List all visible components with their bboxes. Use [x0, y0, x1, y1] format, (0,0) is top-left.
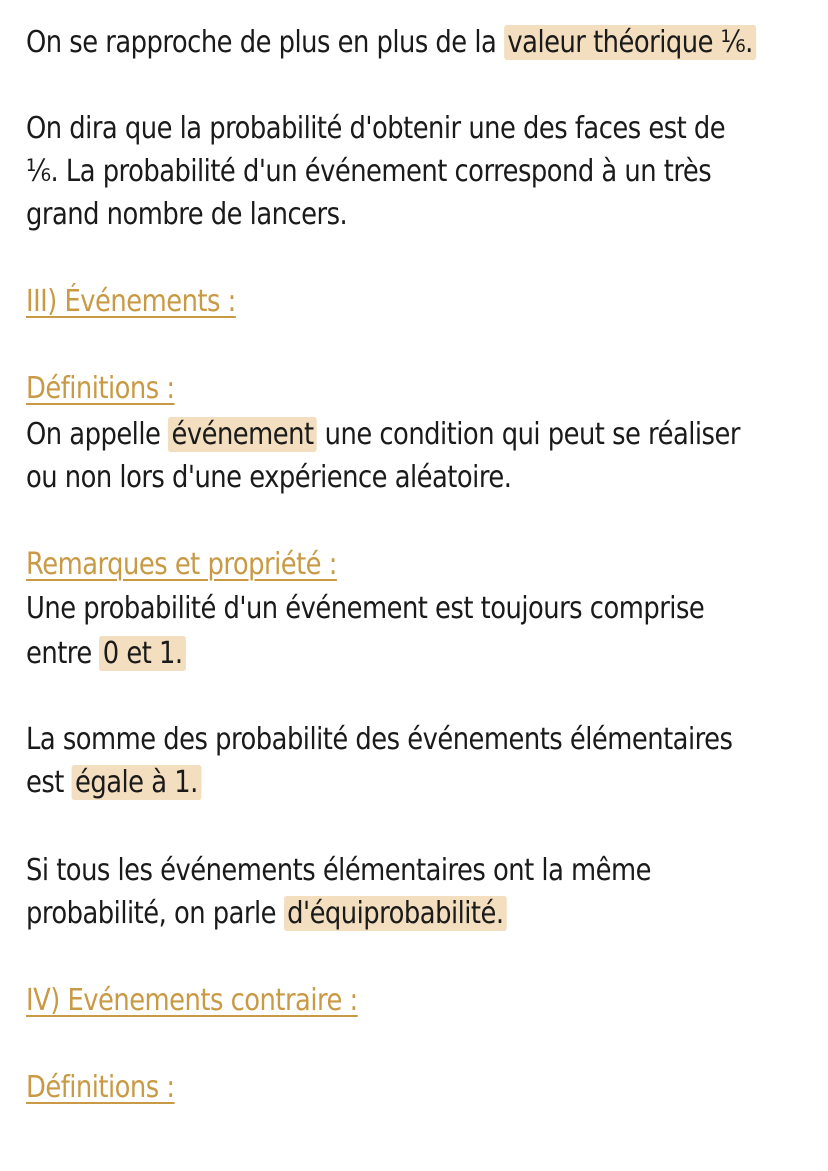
section-3-heading: III) Événements : [26, 284, 236, 319]
definitions-1-text-after: une condition qui peut se réaliser [316, 417, 740, 452]
remarks-p3-text: probabilité, on parle [26, 896, 284, 931]
remarks-p2-text: est [26, 765, 72, 800]
remarks-p1-line-1: Une probabilité d'un événement est toujours comprise [26, 591, 705, 626]
definitions-1-line-1 [26, 414, 740, 456]
definitions-2-heading: Définitions : [26, 1070, 175, 1105]
definitions-1-text-before: On appelle [26, 417, 169, 452]
paragraph-2-line-2: ⅙. La probabilité d'un événement correspond à un très [26, 154, 712, 189]
remarks-heading: Remarques et propriété : [26, 547, 337, 582]
definitions-1-heading: Définitions : [26, 371, 175, 406]
section-4-heading: IV) Evénements contraire : [26, 983, 358, 1018]
paragraph-2-line-1: On dira que la probabilité d'obtenir une des faces est de [26, 111, 726, 146]
highlight-equiprobabilite: d'équiprobabilité. [284, 896, 507, 931]
paragraph-2-line-3: grand nombre de lancers. [26, 197, 348, 232]
definitions-1-line-2: ou non lors d'une expérience aléatoire. [26, 460, 512, 495]
remarks-p2-line-1: La somme des probabilité des événements élémentaires [26, 722, 733, 757]
highlight-evenement: événement [168, 417, 317, 452]
remarks-p3-line-1: Si tous les événements élémentaires ont la même [26, 853, 652, 888]
remarks-p3-line-2 [26, 893, 507, 935]
remarks-p1-text: entre [26, 636, 100, 671]
remarks-p1-line-2 [26, 633, 186, 675]
remarks-p2-line-2 [26, 762, 201, 804]
highlight-egale-a-1: égale à 1. [72, 765, 202, 800]
paragraph-1-line-1 [26, 22, 756, 64]
highlight-valeur-theorique: valeur théorique ⅙. [504, 25, 756, 60]
paragraph-1-text: On se rapproche de plus en plus de la [26, 25, 504, 60]
highlight-0-et-1: 0 et 1. [99, 636, 186, 671]
